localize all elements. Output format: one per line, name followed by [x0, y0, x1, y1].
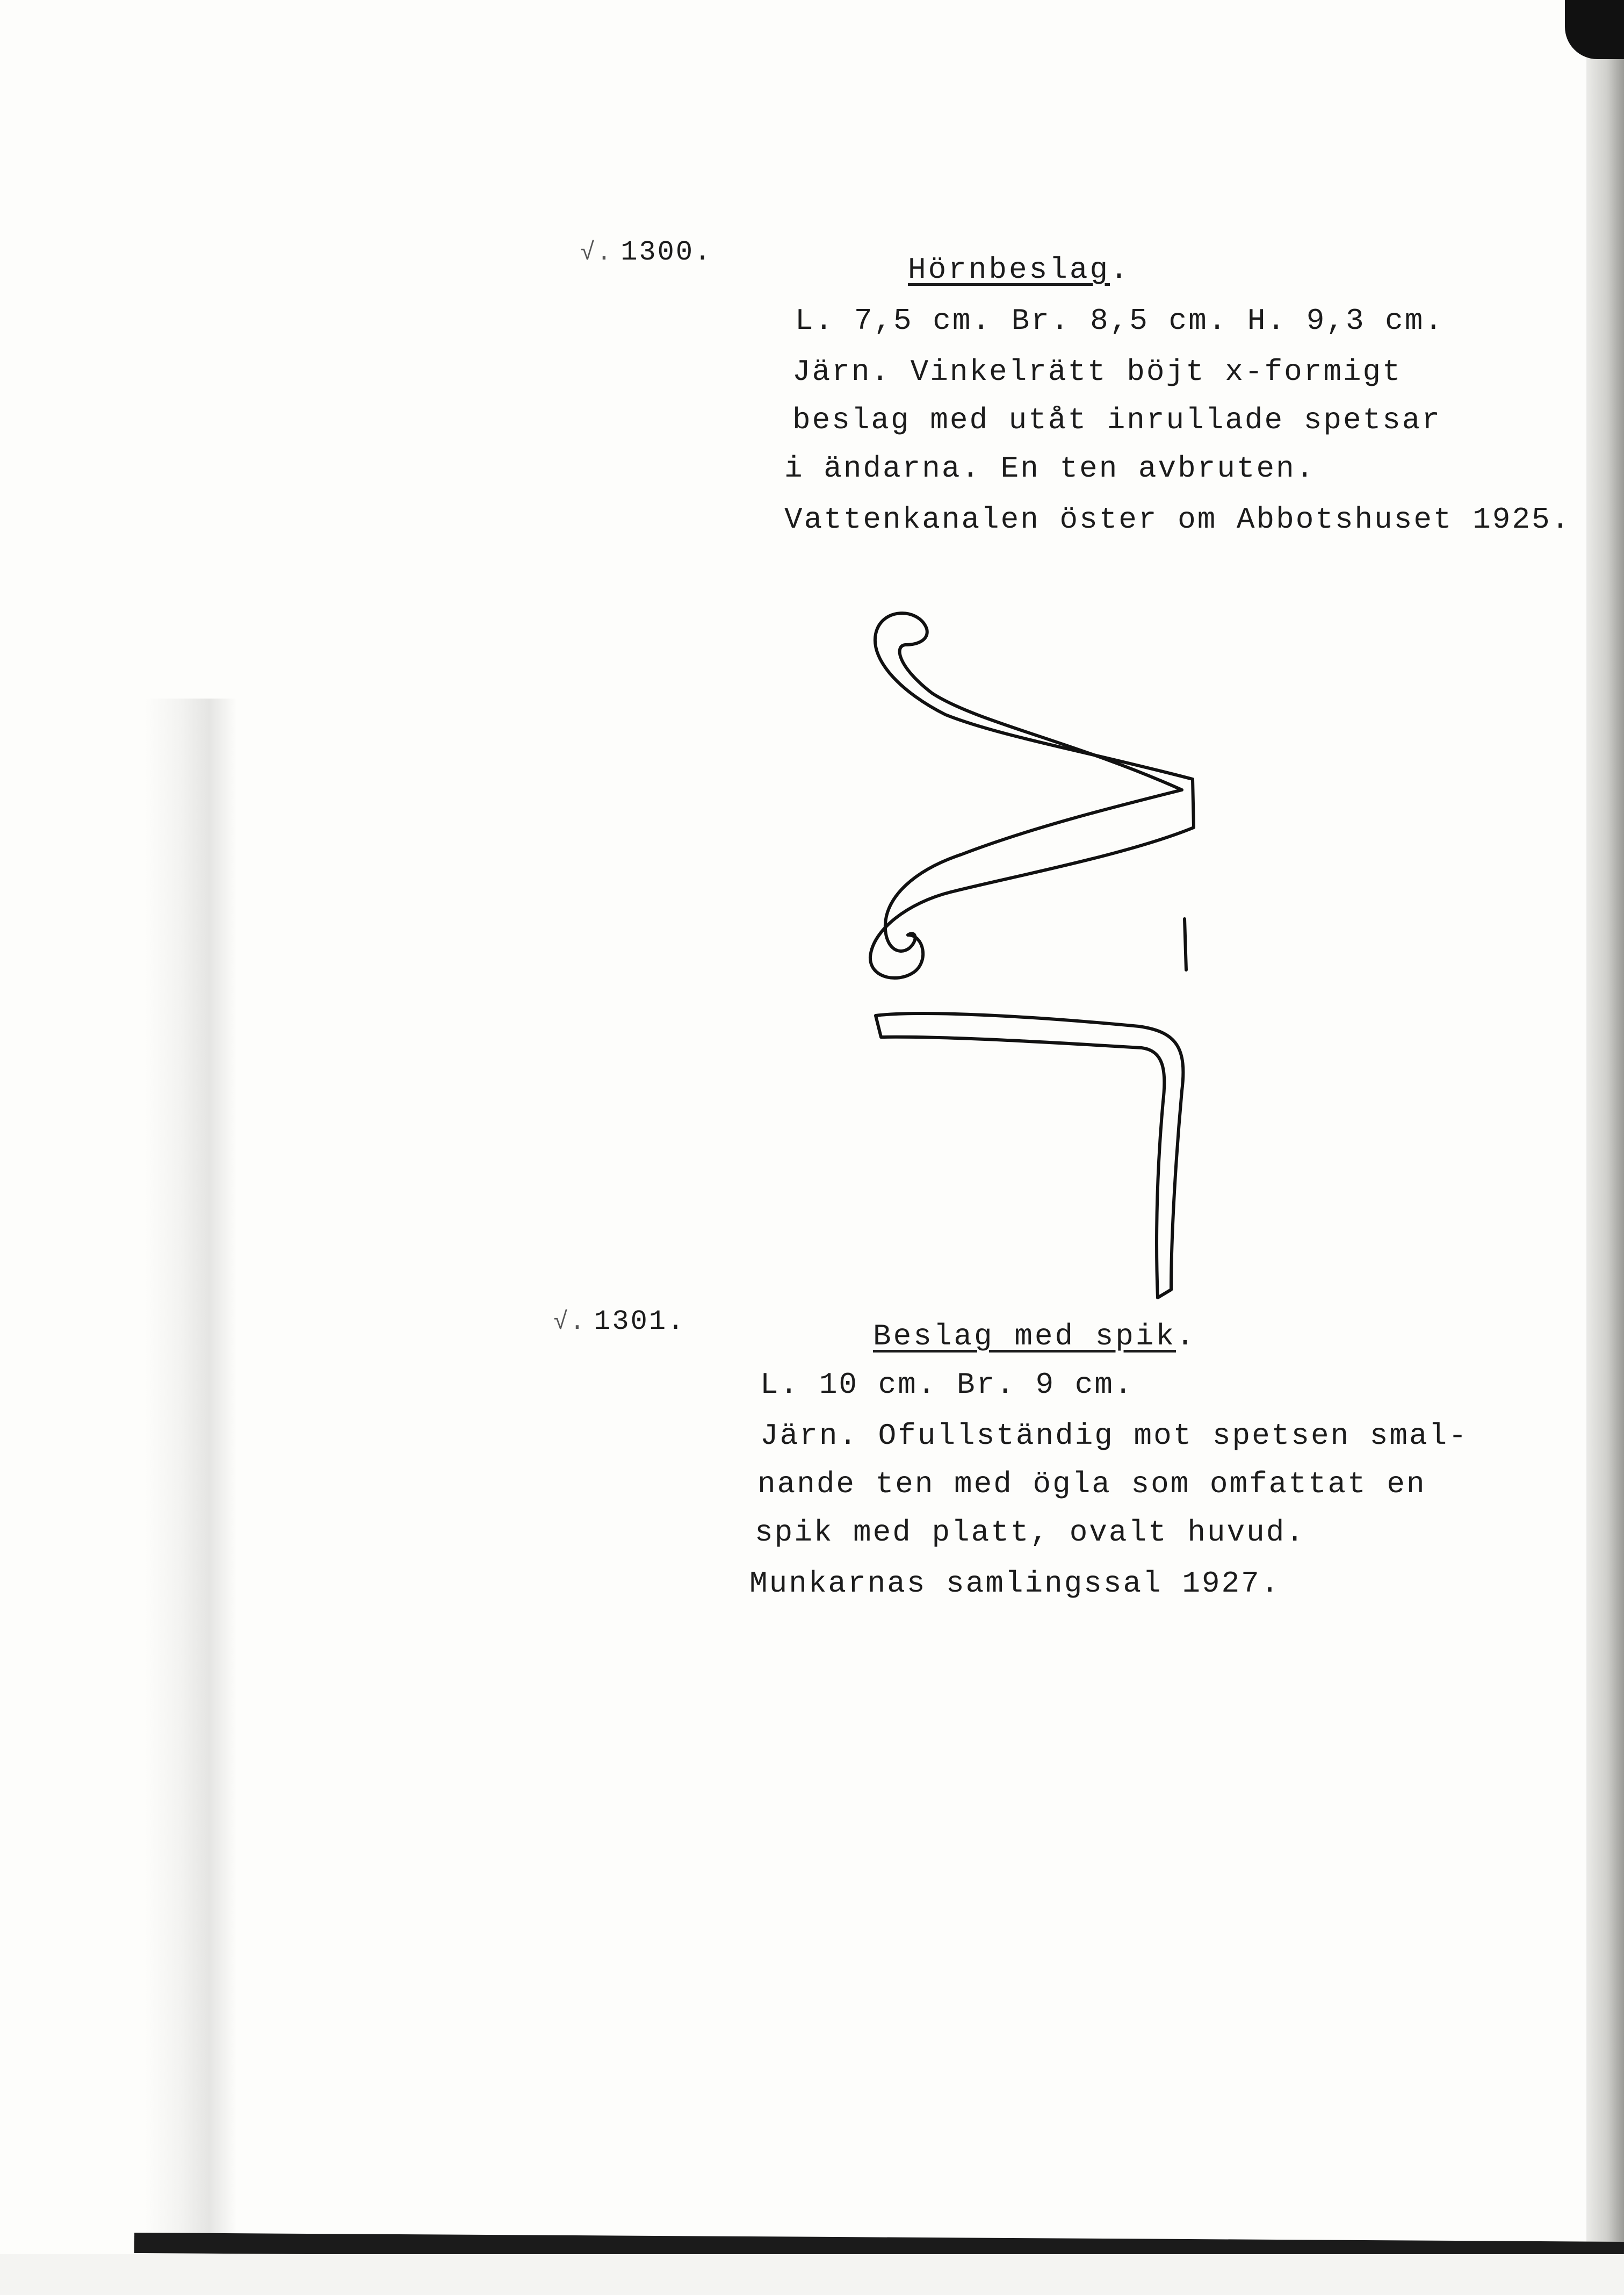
catalog-number-text: 1301. — [594, 1306, 686, 1337]
page-right-edge — [1586, 0, 1624, 2295]
title-period: . — [1176, 1319, 1196, 1354]
entry-line: L. 10 cm. Br. 9 cm. — [760, 1368, 1134, 1402]
entry-line: Munkarnas samlingssal 1927. — [749, 1566, 1281, 1601]
lower-arm-tip — [1158, 1290, 1171, 1298]
entry-line: nande ten med ögla som omfattat en — [757, 1467, 1426, 1501]
entry-line: Järn. Vinkelrätt böjt x-formigt — [792, 355, 1402, 389]
entry-line: Järn. Ofullständig mot spetsen smal- — [760, 1419, 1468, 1453]
entry-line: spik med platt, ovalt huvud. — [755, 1515, 1305, 1550]
entry-line: beslag med utåt inrullade spetsar — [792, 403, 1441, 437]
corner-fitting-drawing — [838, 586, 1225, 1306]
entry-title-1300 — [908, 253, 1130, 287]
scan-corner-shadow — [1565, 0, 1624, 59]
catalog-number-text: 1300. — [620, 236, 713, 268]
check-mark: √. — [580, 239, 613, 267]
entry-line: L. 7,5 cm. Br. 8,5 cm. H. 9,3 cm. — [795, 304, 1444, 338]
scan-margin — [0, 2254, 1624, 2295]
entry-title-text: Beslag med spik — [873, 1319, 1177, 1354]
catalog-number-1300 — [580, 236, 712, 268]
entry-line: i ändarna. En ten avbruten. — [784, 451, 1316, 486]
lower-arm-inner — [876, 1016, 1164, 1298]
page-gutter-shadow — [145, 699, 236, 2241]
broken-stub — [1185, 919, 1186, 970]
entry-line: Vattenkanalen öster om Abbotshuset 1925. — [784, 502, 1571, 537]
upper-scroll-arm — [870, 613, 1194, 978]
entry-title-text: Hörnbeslag — [908, 253, 1110, 287]
title-period: . — [1110, 253, 1130, 287]
upper-scroll-arm-inner — [885, 629, 1182, 951]
check-mark: √. — [553, 1308, 587, 1336]
lower-arm — [876, 1013, 1183, 1290]
catalog-number-1301 — [553, 1306, 685, 1337]
entry-title-1301 — [873, 1319, 1196, 1354]
